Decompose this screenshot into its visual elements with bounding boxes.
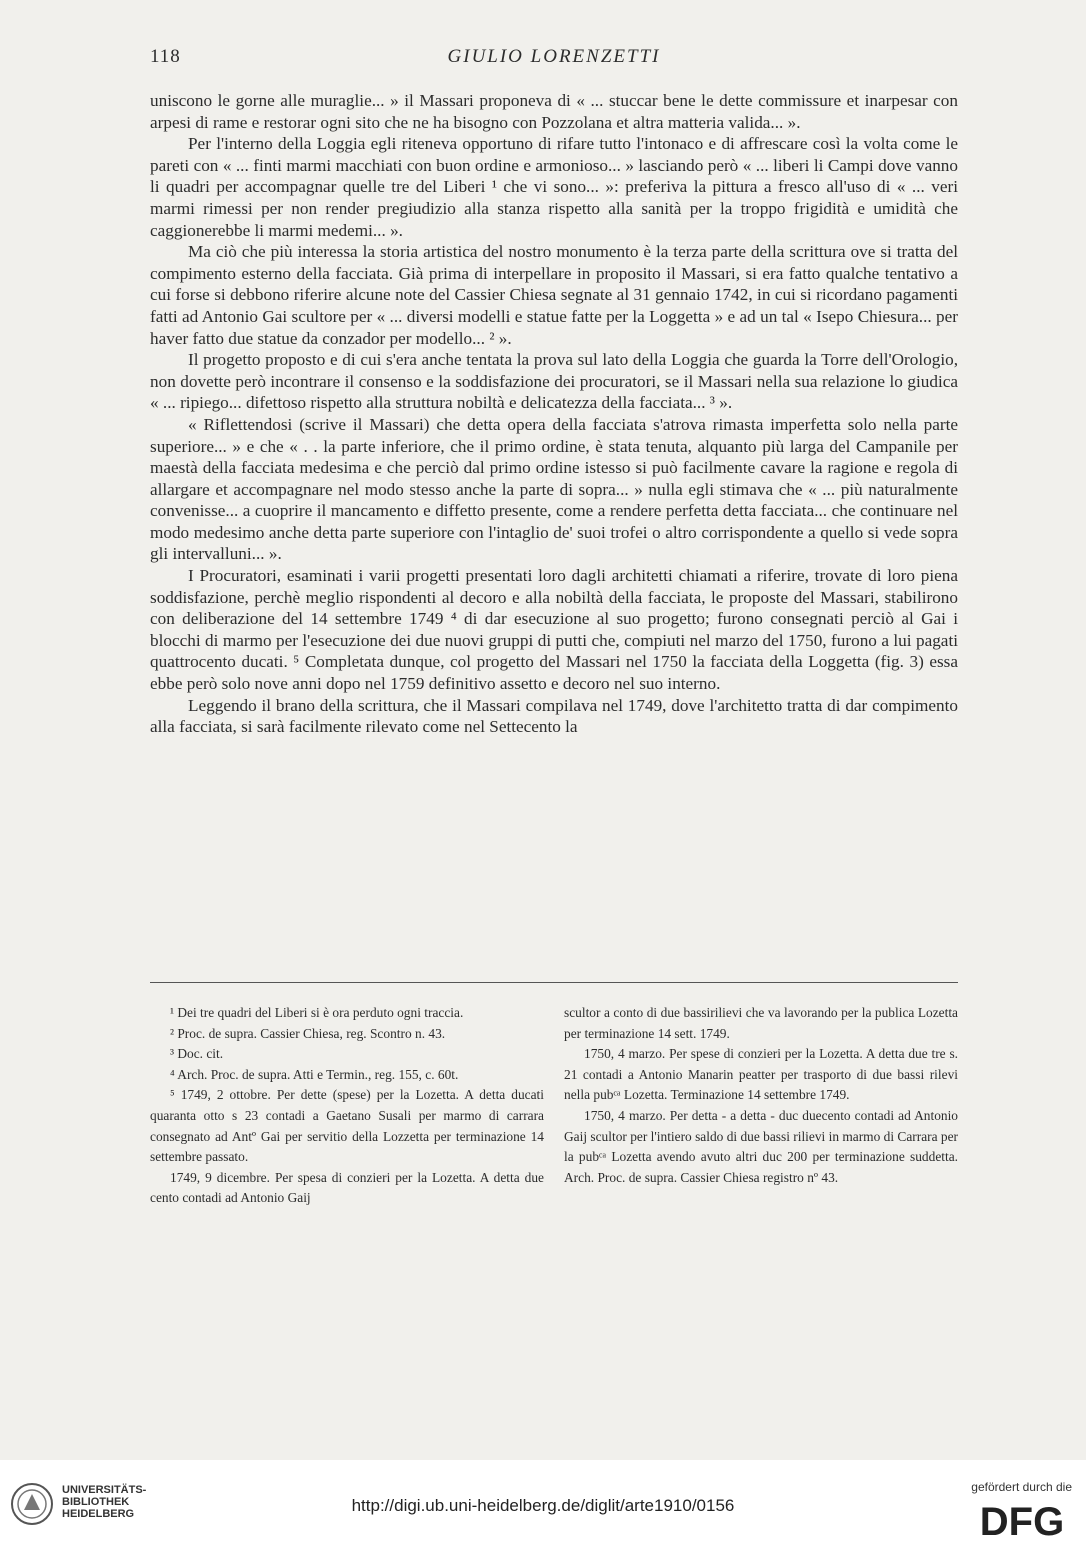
- sponsor-text: gefördert durch die: [971, 1480, 1072, 1494]
- page-header: [150, 46, 958, 76]
- permalink-url[interactable]: http://digi.ub.uni-heidelberg.de/diglit/arte1910/0156: [351, 1496, 735, 1515]
- body-paragraph: Per l'interno della Loggia egli riteneva opportuno di rifare tutto l'intonaco e di affrescare così la volta come le pareti con « ... finti marmi macchiati con buon ordine e armonioso... » lasciando però « ... liberi li Campi dove vanno li quadri per accompagnar quelle tre del Liberi ¹ che vi sono... »: preferiva la pittura a fresco all'uso di « ... veri marmi rimessi per non render pregiudizio alla stanza rispetto alla sanità per la troppo frigidità e umidità che caggionerebbe li marmi medemi... ».: [150, 134, 958, 240]
- footnote: 1749, 9 dicembre. Per spesa di conzieri per la Lozetta. A detta due cento contadi ad Antonio Gaij: [150, 1169, 544, 1206]
- footnote: ² Proc. de supra. Cassier Chiesa, reg. Scontro n. 43.: [170, 1025, 446, 1041]
- viewer-footer: [0, 1460, 1086, 1551]
- footnote: 1750, 4 marzo. Per spese di conzieri per la Lozetta. A detta due tre s. 21 contadi a Antonio Manarin peatter per trasporto di due bassi rilevi nella pubᶜᵃ Lozetta. Terminazione 14 settembre 1749.: [564, 1046, 958, 1103]
- library-name-line: BIBLIOTHEK: [62, 1496, 130, 1508]
- footnote: ¹ Dei tre quadri del Liberi si è ora perduto ogni traccia.: [170, 1005, 464, 1020]
- library-name-line: HEIDELBERG: [62, 1508, 135, 1520]
- body-paragraph: « Riflettendosi (scrive il Massari) che detta opera della facciata s'atrova rimasta imperfetta solo nella parte superiore... » e che « . . la parte inferiore, che il primo ordine, è stata tenuta, alquanto più larga del Campanile per maestà della facciata medesima e che perciò dal primo ordine istesso si può facilmente cavare la ragione e regola di allargare et accompagnare nel modo stesso anche la parte di sopra... » nulla egli stimava che « ... più naturalmente convenisse... a cuoprire il mancamento e diffetto presente, come a rendere perfetta detta facciata... che continuare nel modo medesimo anche detta parte superiore con l'intaglio de' suoi trofei o altro corrispondente a quello si vede sopra gli intervalluni... ».: [150, 414, 958, 564]
- dfg-logo: [972, 1498, 1072, 1545]
- library-name-line: UNIVERSITÄTS-: [62, 1484, 147, 1496]
- body-paragraph: uniscono le gorne alle muraglie... » il Massari proponeva di « ... stuccar bene le dette commissure et inarpesar con arpesi di rame e restorar ogni sito che ne ha bisogno con Pozzolana et altra matteria valida... ».: [150, 91, 958, 132]
- body-paragraph: I Procuratori, esaminati i varii progetti presentati loro dagli architetti chiamati a riferire, trovate di loro piena soddisfazione, perchè meglio rispondenti al decoro e alla nobiltà della facciata, le proposte del Massari, stabilirono con deliberazione del 14 settembre 1749 ⁴ di dar esecuzione al suo progetto; furono consegnati perciò al Gai i blocchi di marmo per l'esecuzione dei due nuovi gruppi di putti che, compiuti nel marzo del 1750, furono a lui pagati quattrocento ducati. ⁵ Completata dunque, col progetto del Massari nel 1750 la facciata della Loggetta (fig. 3) essa ebbe però solo nove anni dopo nel 1759 definitivo assetto e decoro nel suo interno.: [150, 566, 958, 694]
- body-text: [150, 90, 958, 738]
- footnote: ⁴ Arch. Proc. de supra. Atti e Termin., reg. 155, c. 60t.: [170, 1066, 459, 1082]
- footnote: ³ Doc. cit.: [170, 1046, 224, 1062]
- footnote-separator: [150, 982, 958, 983]
- footnote: scultor a conto di due bassirilievi che va lavorando per la publica Lozetta per terminazione 14 sett. 1749.: [564, 1005, 958, 1041]
- body-paragraph: Il progetto proposto e di cui s'era anche tentata la prova sul lato della Loggia che guarda la Torre dell'Orologio, non dovette però incontrare il consenso e la soddisfazione dei procuratori, se il Massari nella sua relazione lo giudica « ... ripiego... difettoso rispetto alla struttura nobiltà e delicatezza della facciata... ³ ».: [150, 350, 958, 413]
- dfg-logo-text: DFG: [979, 1500, 1065, 1540]
- footnotes-left-column: [150, 1003, 544, 1209]
- body-paragraph: Leggendo il brano della scrittura, che il Massari compilava nel 1749, dove l'architetto tratta di dar compimento alla facciata, si sarà facilmente rilevato come nel Settecento la: [150, 695, 958, 737]
- footnotes-right-column: [564, 1003, 958, 1188]
- page-number: 118: [150, 46, 181, 67]
- footnote: 1750, 4 marzo. Per detta - a detta - duc duecento contadi ad Antonio Gaij scultor per l'intiero saldo di due bassi rilievi in marmo di Carrara per la pubᶜᵃ Lozetta avendo avuto altri duc 200 per terminazione suddetta. Arch. Proc. de supra. Cassier Chiesa registro nº 43.: [564, 1107, 958, 1185]
- body-paragraph: Ma ciò che più interessa la storia artistica del nostro monumento è la terza parte della scrittura ove si tratta del compimento esterno della facciata. Già prima di interpellare in proposito il Massari, si era fatto qualche tentativo a cui forse si debbono riferire alcune note del Cassier Chiesa segnate al 31 gennaio 1742, in cui si ricordano pagamenti fatti ad Antonio Gai scultore per « ... diversi modelli e statue fatte per la Loggetta » e ad un tal « Isepo Chiesura... per haver fatto due statue da conzador per modello... ² ».: [150, 242, 958, 348]
- footnote: ⁵ 1749, 2 ottobre. Per dette (spese) per la Lozetta. A detta ducati quaranta otto s 23 contadi a Gaetano Susali per marmo di carrara consegnato ad Antº Gai per servitio della Lozzetta per terminazione 14 settembre passato.: [150, 1087, 544, 1165]
- running-head: GIULIO LORENZETTI: [447, 46, 661, 67]
